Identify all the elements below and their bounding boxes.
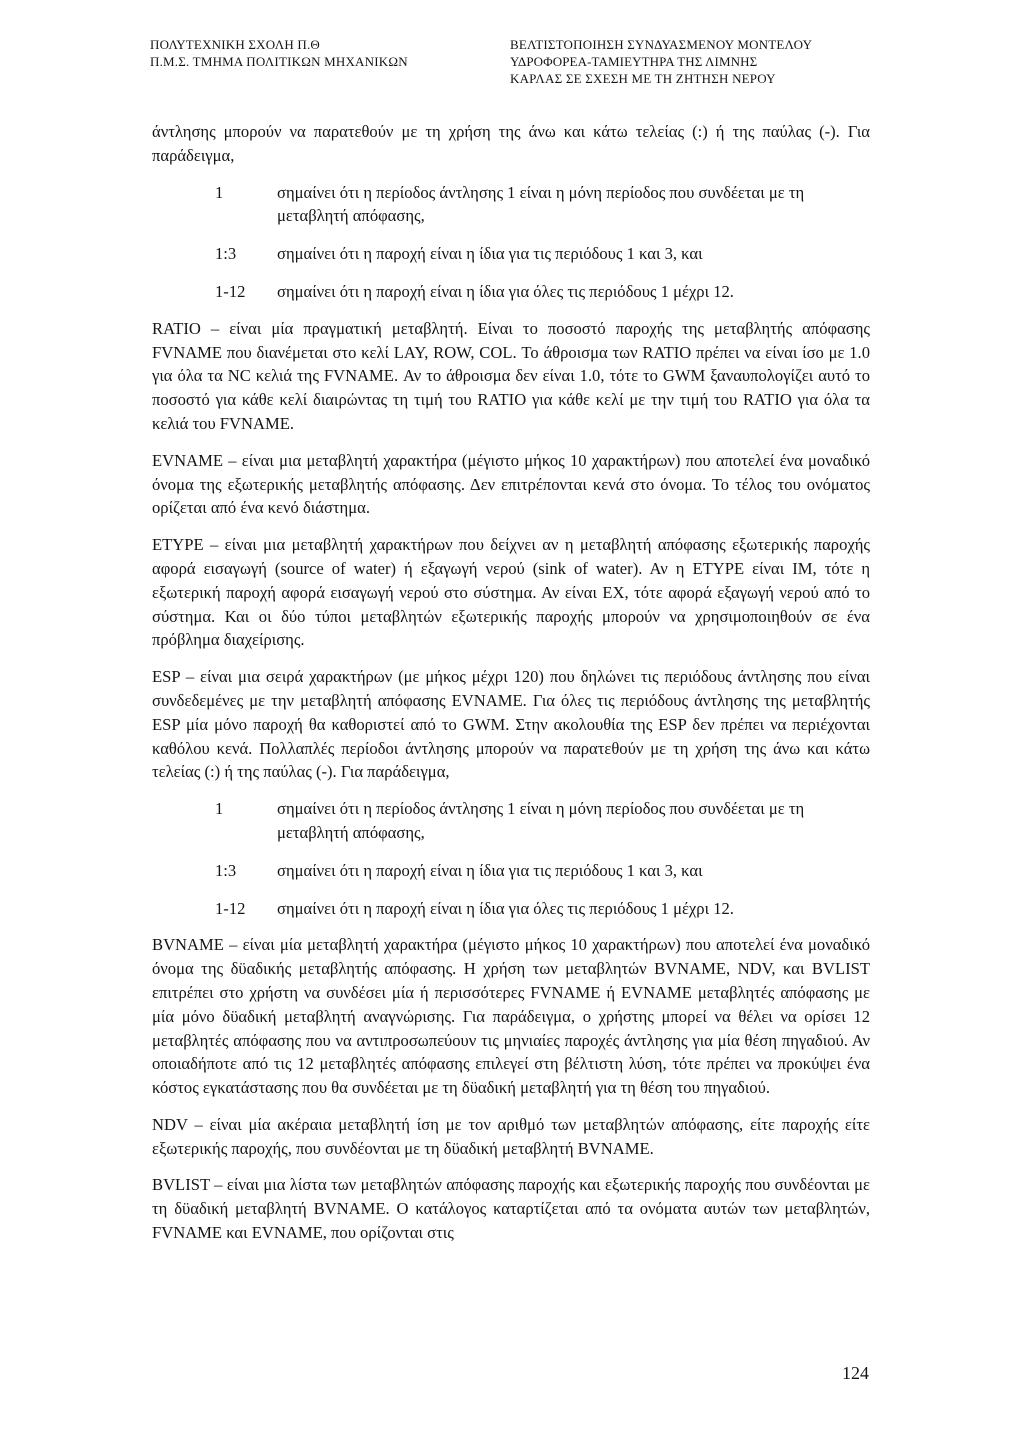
examples-list-2 [152, 797, 870, 920]
header-right [510, 36, 812, 87]
example-item [152, 797, 870, 845]
example-code: 1-12 [215, 898, 246, 918]
example-code: 1-12 [215, 281, 246, 301]
example-item [152, 181, 870, 229]
example-code: 1 [215, 799, 224, 819]
examples-list-1 [152, 181, 870, 304]
example-text: σημαίνει ότι η παροχή είναι η ίδια για όλες τις περιόδους 1 μέχρι 12. [277, 898, 734, 918]
example-code: 1:3 [215, 244, 237, 264]
example-code: 1 [215, 182, 224, 202]
header-institution: ΠΟΛΥΤΕΧΝΙΚΗ ΣΧΟΛΗ Π.Θ [150, 37, 321, 52]
header-title-line-1: ΒΕΛΤΙΣΤΟΠΟΙΗΣΗ ΣΥΝΔΥΑΣΜΕΝΟΥ ΜΟΝΤΕΛΟΥ [510, 37, 813, 52]
example-item [152, 897, 870, 921]
esp-paragraph: ESP – είναι μια σειρά χαρακτήρων (με μήκος μέχρι 120) που δηλώνει τις περιόδους άντλησης που είναι συνδεδεμένες με την μεταβλητή απόφασης EVNAME. Για όλες τις περιόδους άντλησης της μεταβλητής ESP μία μόνο παροχή θα καθοριστεί από το GWM. Στην ακολουθία της ESP δεν πρέπει να περιέχονται καθόλου κενά. Πολλαπλές περίοδοι άντλησης μπορούν να παρατεθούν με τη χρήση της άνω και κάτω τελείας (:) ή της παύλας (-). Για παράδειγμα, [152, 667, 870, 782]
example-code: 1:3 [215, 860, 237, 880]
evname-paragraph: EVNAME – είναι μια μεταβλητή χαρακτήρα (μέγιστο μήκος 10 χαρακτήρων) που αποτελεί ένα μοναδικό όνομα της εξωτερικής μεταβλητής απόφασης. Δεν επιτρέπονται κενά στο όνομα. Το τέλος του ονόματος ορίζεται από ένα κενό διάστημα. [152, 450, 870, 518]
example-text: σημαίνει ότι η περίοδος άντλησης 1 είναι η μόνη περίοδος που συνδέεται με τη μεταβλητή απόφασης, [277, 182, 805, 226]
bvname-paragraph: BVNAME – είναι μία μεταβλητή χαρακτήρα (μέγιστο μήκος 10 χαρακτήρων) που αποτελεί ένα μοναδικό όνομα της δϋαδικής μεταβλητής απόφασης. Η χρήση των μεταβλητών BVNAME, NDV, και BVLIST επιτρέπει στο χρήστη να συνδέσει μία ή περισσότερες FVNAME ή EVNAME μεταβλητές απόφασης με μία μόνο δϋαδική μεταβλητή αναγνώρισης. Για παράδειγμα, ο χρήστης μπορεί να θέλει να ορίσει 12 μεταβλητές απόφασης που να αντιπροσωπεύουν τις μηνιαίες παροχές άντλησης για μία θέση πηγαδιού. Αν οποιαδήποτε από τις 12 μεταβλητές απόφασης επιλεγεί στη βέλτιστη λύση, τότε πρέπει να προκύψει ένα κόστος εγκατάστασης που θα συνδέεται με τη δϋαδική μεταβλητή για τη θέση του πηγαδιού. [152, 935, 870, 1098]
ratio-paragraph: RATIO – είναι μία πραγματική μεταβλητή. Είναι το ποσοστό παροχής της μεταβλητής απόφασης FVNAME που διανέμεται στο κελί LAY, ROW, COL. Το άθροισμα των RATIO πρέπει να είναι ίσο με 1.0 για όλα τα NC κελιά της FVNAME. Αν το άθροισμα δεν είναι 1.0, τότε το GWM ξαναυπολογίζει αυτό το ποσοστό για κάθε κελί διαιρώντας τη τιμή του RATIO για κάθε κελί με την τιμή του RATIO για όλα τα κελιά του FVNAME. [152, 318, 870, 433]
example-text: σημαίνει ότι η παροχή είναι η ίδια για όλες τις περιόδους 1 μέχρι 12. [277, 281, 734, 301]
example-text: σημαίνει ότι η παροχή είναι η ίδια για τις περιόδους 1 και 3, και [277, 860, 703, 880]
page-number: 124 [842, 1363, 869, 1383]
intro-paragraph: άντλησης μπορούν να παρατεθούν με τη χρήση της άνω και κάτω τελείας (:) ή της παύλας (-). Για παράδειγμα, [152, 122, 870, 165]
header-left [150, 36, 408, 70]
bvlist-paragraph: BVLIST – είναι μια λίστα των μεταβλητών απόφασης παροχής και εξωτερικής παροχής που συνδέονται με τη δϋαδική μεταβλητή BVNAME. Ο κατάλογος καταρτίζεται από τα ονόματα αυτών των μεταβλητών, FVNAME και EVNAME, που ορίζονται στις [152, 1175, 870, 1243]
header-title-line-2: ΥΔΡΟΦΟΡΕΑ-ΤΑΜΙΕΥΤΗΡΑ ΤΗΣ ΛΙΜΝΗΣ [510, 54, 758, 69]
page-body [152, 120, 870, 1258]
example-text: σημαίνει ότι η παροχή είναι η ίδια για τις περιόδους 1 και 3, και [277, 244, 703, 264]
header-department: Π.Μ.Σ. ΤΜΗΜΑ ΠΟΛΙΤΙΚΩΝ ΜΗΧΑΝΙΚΩΝ [150, 54, 408, 69]
header-title-line-3: ΚΑΡΛΑΣ ΣΕ ΣΧΕΣΗ ΜΕ ΤΗ ΖΗΤΗΣΗ ΝΕΡΟΥ [510, 71, 776, 86]
page-header [150, 36, 874, 96]
etype-paragraph: ETYPE – είναι μια μεταβλητή χαρακτήρων που δείχνει αν η μεταβλητή απόφασης εξωτερικής παροχής αφορά εισαγωγή (source of water) ή εξαγωγή νερού (sink of water). Αν η ETYPE είναι IM, τότε η εξωτερική παροχή αφορά εισαγωγή νερού στο σύστημα. Αν είναι EX, τότε αφορά εξαγωγή νερού από το σύστημα. Και οι δύο τύποι μεταβλητών εξωτερικής παροχής μπορούν να χρησιμοποιηθούν σε ένα πρόβλημα διαχείρισης. [152, 535, 870, 650]
example-item [152, 859, 870, 883]
example-item [152, 280, 870, 304]
ndv-paragraph: NDV – είναι μία ακέραια μεταβλητή ίση με τον αριθμό των μεταβλητών απόφασης, είτε παροχής είτε εξωτερικής παροχής, που συνδέονται με τη δϋαδική μεταβλητή BVNAME. [152, 1114, 870, 1158]
example-item [152, 242, 870, 266]
example-text: σημαίνει ότι η περίοδος άντλησης 1 είναι η μόνη περίοδος που συνδέεται με τη μεταβλητή απόφασης, [277, 799, 805, 842]
